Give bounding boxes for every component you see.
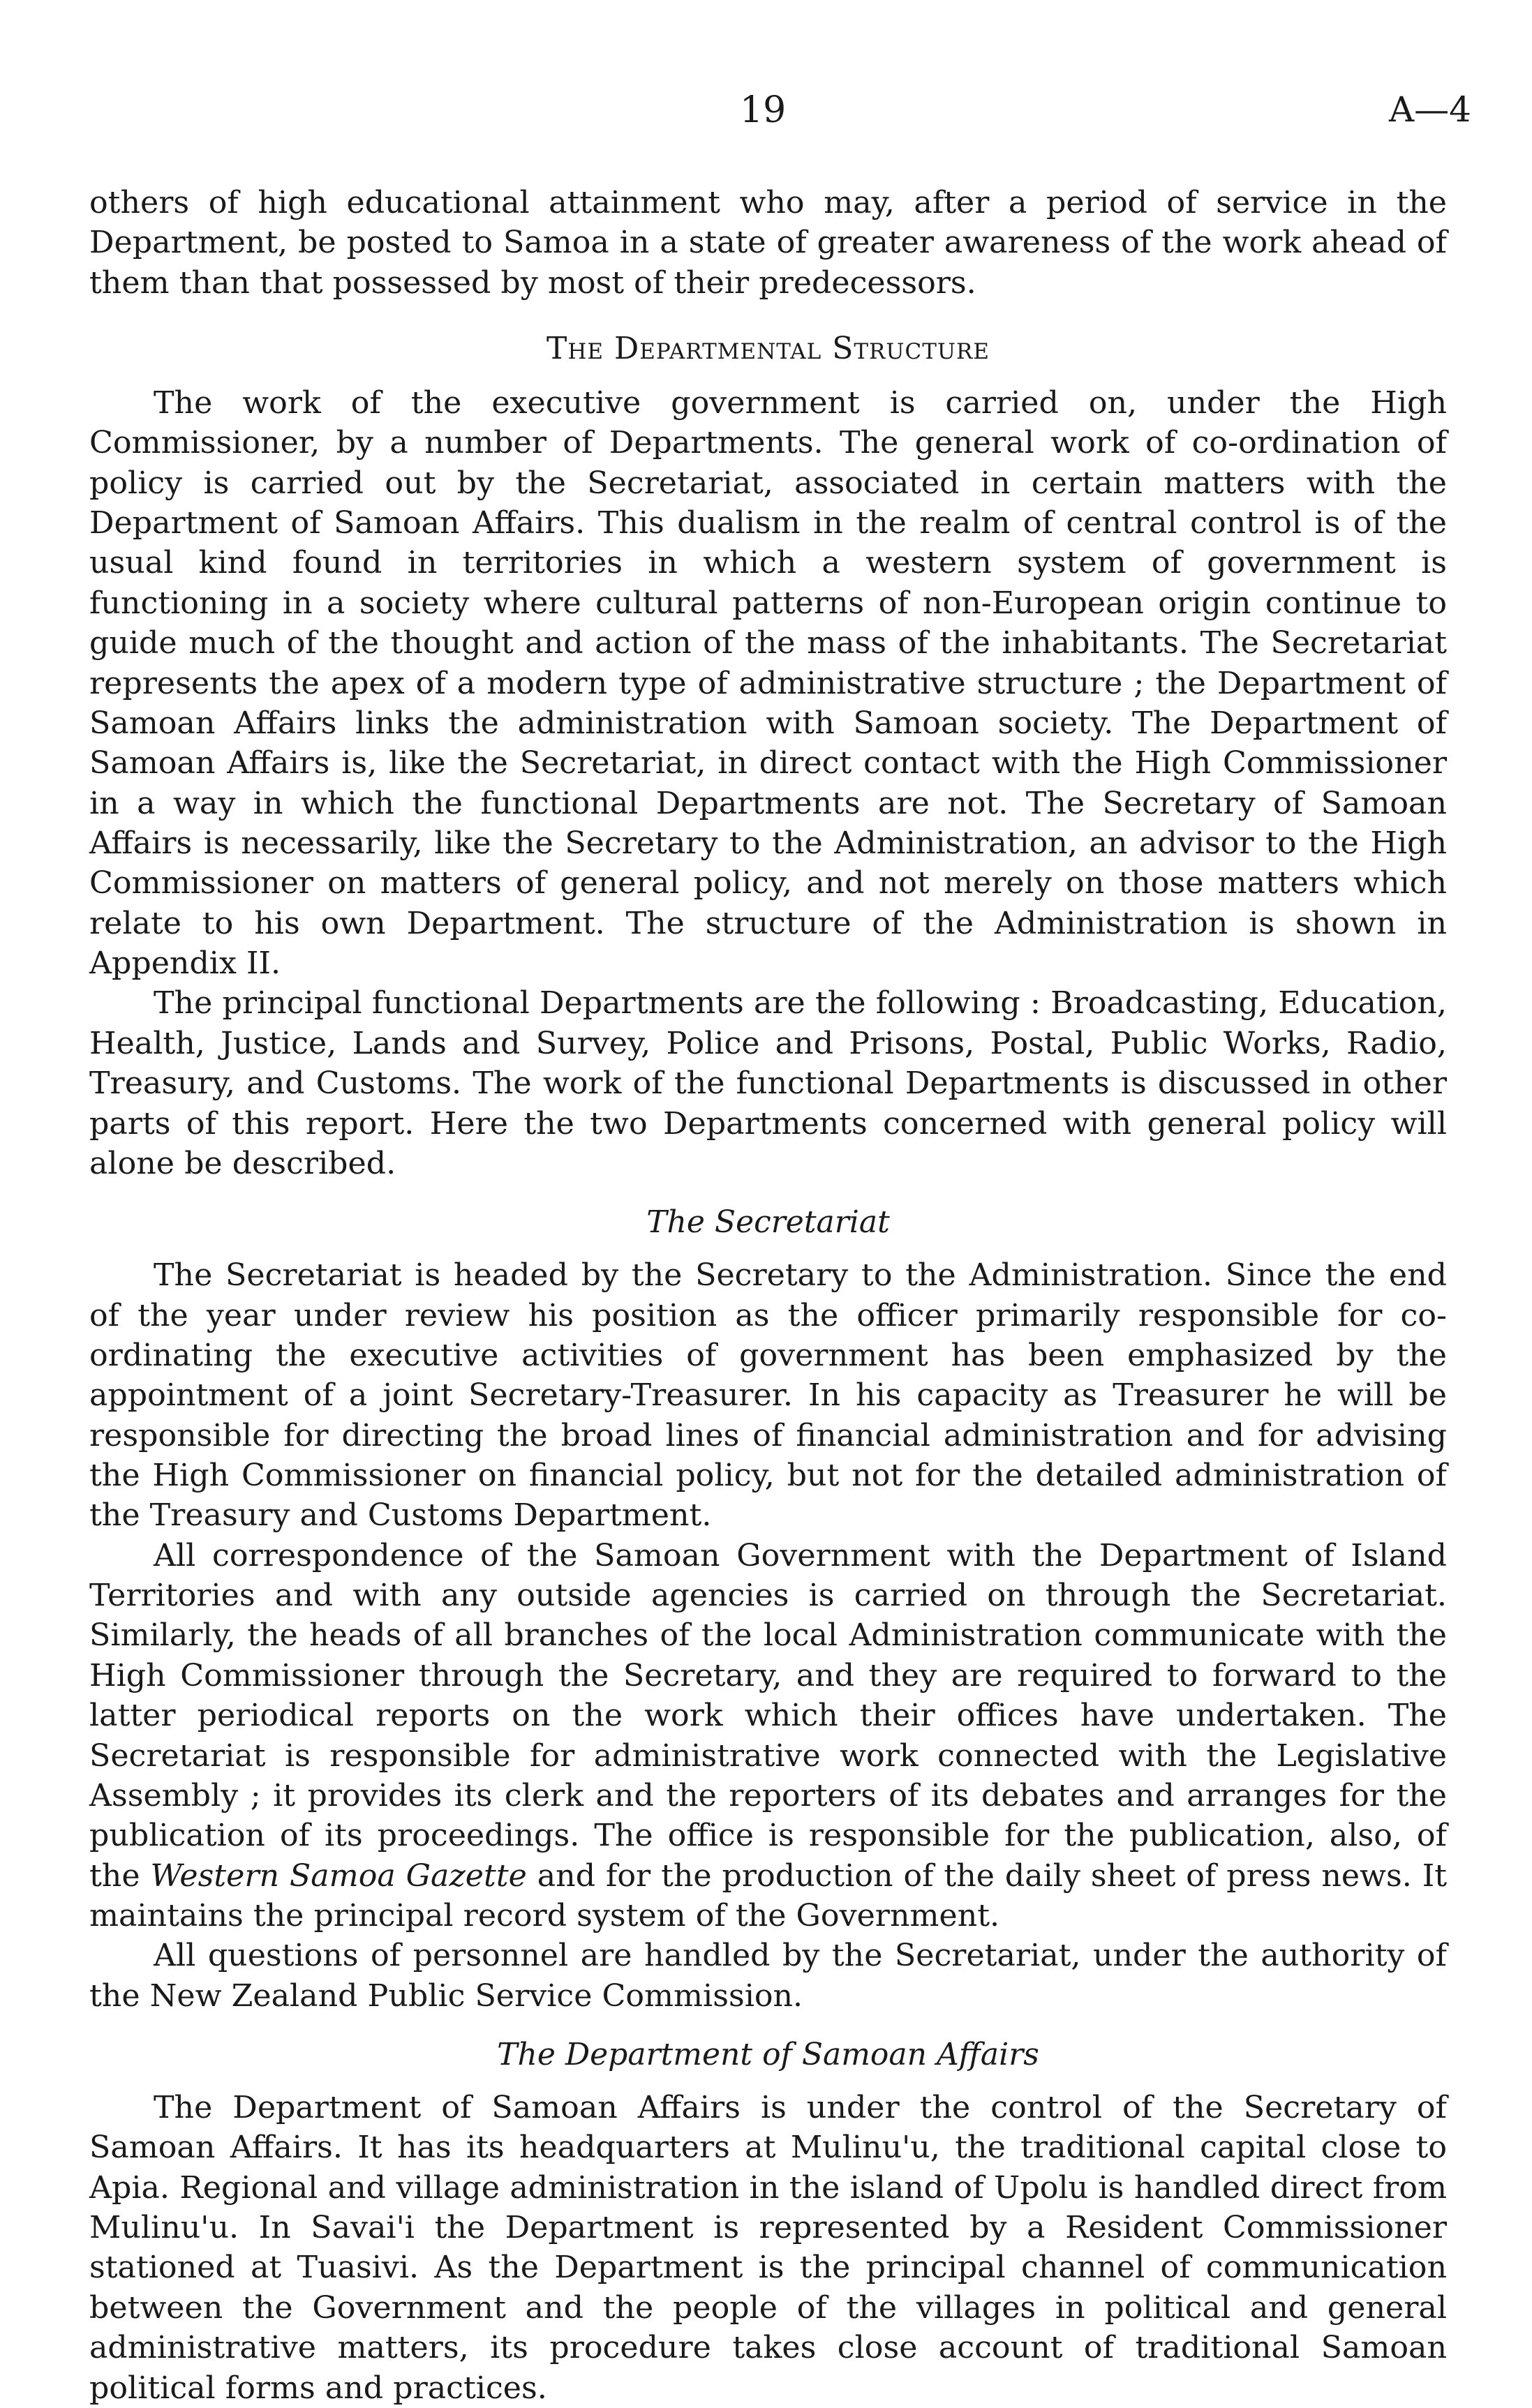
section-heading-departmental-structure: The Departmental Structure bbox=[546, 331, 990, 367]
paragraph-text-tail: and for the production of the daily sheet of press news. It maintains the principal record system of the Government. bbox=[89, 1857, 1447, 1934]
body-text bbox=[89, 183, 1447, 2408]
paragraph: The principal functional Departments are the following : Broadcasting, Education, Health, Justice, Lands and Survey, Police and Prisons, Postal, Public Works, Radio, Treasury, and Customs. The work of the functional Departments is discussed in other parts of this report. Here the two Departments concerned with general policy will alone be described. bbox=[89, 985, 1447, 1181]
paragraph: All questions of personnel are handled by the Secretariat, under the authority of the New Zealand Public Service Commission. bbox=[89, 1938, 1447, 2014]
paragraph: The work of the executive government is carried on, under the High Commissioner, by a number of Departments. The general work of co-ordination of policy is carried out by the Secretariat, associated in certain matters with the Department of Samoan Affairs. This dualism in the realm of central control is of the usual kind found in territories in which a western system of government is functioning in a society where cultural patterns of non-European origin continue to guide much of the thought and action of the mass of the inhabitants. The Secretariat represents the apex of a modern type of administrative structure ; the Department of Samoan Affairs links the administration with Samoan society. The Department of Samoan Affairs is, like the Secretariat, in direct contact with the High Commissioner in a way in which the functional Departments are not. The Secretary of Samoan Affairs is necessarily, like the Secretary to the Administration, an advisor to the High Commissioner on matters of general policy, and not merely on those matters which relate to his own Department. The structure of the Administration is shown in Appendix II. bbox=[89, 385, 1447, 982]
section-heading-samoan-affairs: The Department of Samoan Affairs bbox=[497, 2037, 1039, 2073]
paragraph: The Secretariat is headed by the Secretary to the Administration. Since the end of the year under review his position as the officer primarily responsible for co-ordinating the executive activities of government has been emphasized by the appointment of a joint Secretary-Treasurer. In his capacity as Treasurer he will be responsible for directing the broad lines of financial administration and for advising the High Commissioner on financial policy, but not for the detailed administration of the Treasury and Customs Department. bbox=[89, 1257, 1447, 1534]
intro-paragraph: others of high educational attainment who may, after a period of service in the Department, be posted to Samoa in a state of greater awareness of the work ahead of them than that possessed by most of their predecessors. bbox=[89, 185, 1447, 301]
gazette-title: Western Samoa Gazette bbox=[150, 1857, 527, 1894]
paragraph: The Department of Samoan Affairs is under the control of the Secretary of Samoan Affairs. It has its headquarters at Mulinu'u, the traditional capital close to Apia. Regional and village administration in the island of Upolu is handled direct from Mulinu'u. In Savai'i the Department is represented by a Resident Commissioner stationed at Tuasivi. As the Department is the principal channel of communication between the Government and the people of the villages in political and general administrative matters, its procedure takes close account of traditional Samoan political forms and practices. bbox=[89, 2090, 1447, 2406]
paragraph bbox=[89, 1536, 1447, 1936]
paragraph-text: All correspondence of the Samoan Government with the Department of Island Territories and with any outside agencies is carried on through the Secretariat. Similarly, the heads of all branches of the local Administration communicate with the High Commissioner through the Secretary, and they are required to forward to the latter periodical reports on the work which their offices have undertaken. The Secretariat is responsible for administrative work connected with the Legislative Assembly ; it provides its clerk and the reporters of its debates and arranges for the publication of its proceedings. The office is responsible for the publication, also, of the bbox=[89, 1537, 1447, 1894]
page-number: 19 bbox=[740, 89, 787, 131]
document-code: A—4 bbox=[1389, 89, 1471, 130]
section-heading-secretariat: The Secretariat bbox=[646, 1204, 890, 1241]
